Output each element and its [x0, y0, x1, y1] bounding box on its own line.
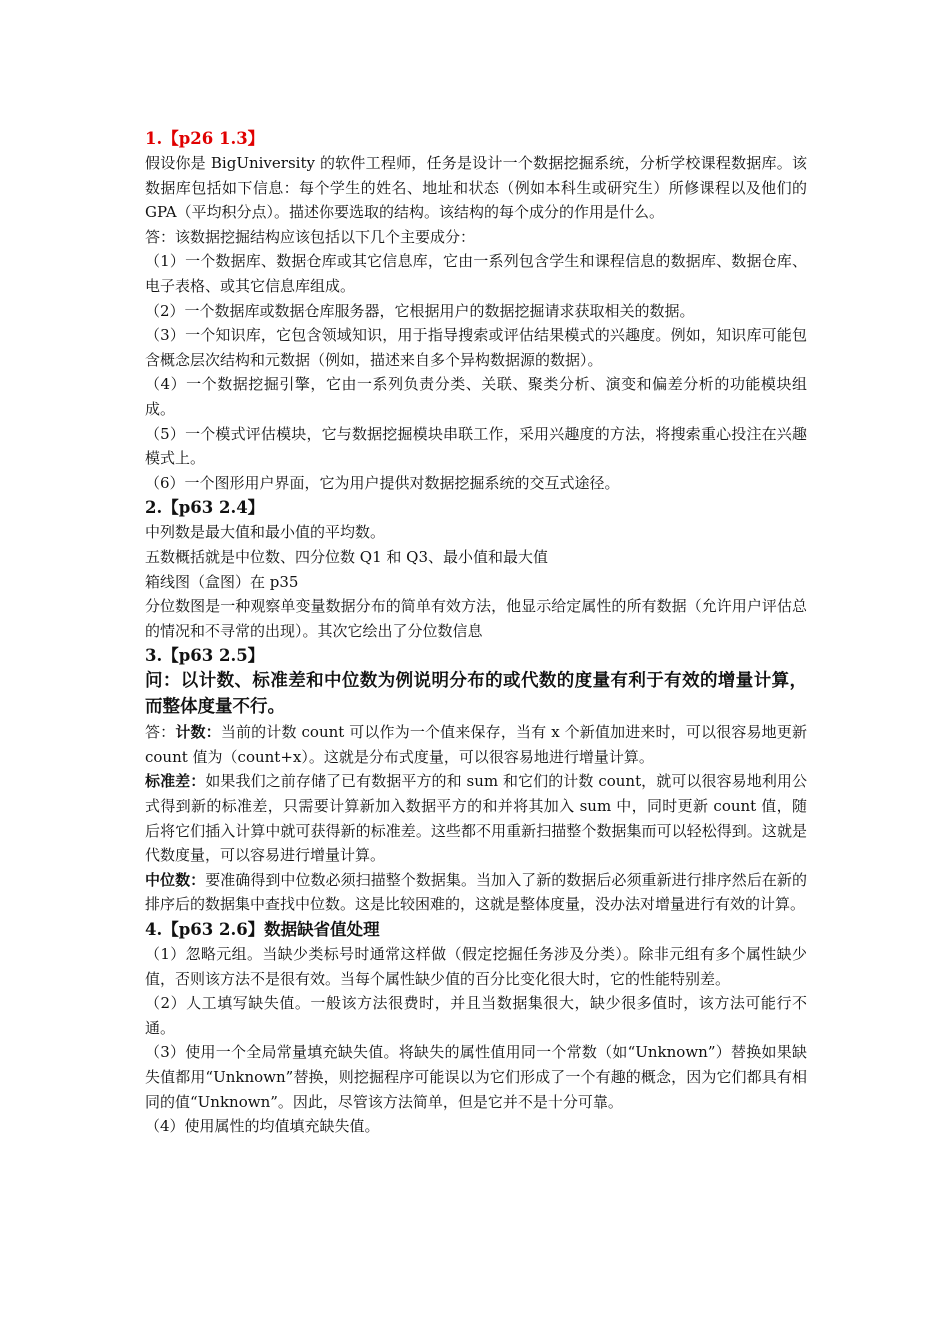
- section-4-item: （1）忽略元组。当缺少类标号时通常这样做（假定挖掘任务涉及分类）。除非元组有多个属性缺少值，否则该方法不是很有效。当每个属性缺少值的百分比变化很大时，它的性能特别差。: [145, 945, 807, 988]
- section-4-item: （4）使用属性的均值填充缺失值。: [145, 1117, 380, 1136]
- section-3-heading: 3.【p63 2.5】: [145, 646, 265, 666]
- section-3-question: 问：以计数、标准差和中位数为例说明分布的或代数的度量有利于有效的增量计算，而整体度量不行。: [145, 671, 807, 718]
- median-label: 中位数：: [145, 870, 206, 889]
- section-4-item: （3）使用一个全局常量填充缺失值。将缺失的属性值用同一个常数（如“Unknown”）替换如果缺失值都用“Unknown”替换，则挖掘程序可能误以为它们形成了一个有趣的概念，因为它们都具有相同的值“Unknown”。因此，尽管该方法简单，但是它并不是十分可靠。: [145, 1043, 807, 1111]
- section-2-line: 中列数是最大值和最小值的平均数。: [145, 523, 386, 542]
- section-3-count-paragraph: [145, 720, 807, 769]
- section-1-answer-intro: 答：该数据挖掘结构应该包括以下几个主要成分：: [145, 227, 476, 246]
- section-1-item: （4）一个数据挖掘引擎，它由一系列负责分类、关联、聚类分析、演变和偏差分析的功能模块组成。: [145, 375, 807, 418]
- section-1-item: （1）一个数据库、数据仓库或其它信息库，它由一系列包含学生和课程信息的数据库、数据仓库、电子表格、或其它信息库组成。: [145, 252, 807, 295]
- section-2-line: 箱线图（盒图）在 p35: [145, 572, 299, 591]
- section-1-question: 假设你是 BigUniversity 的软件工程师，任务是设计一个数据挖掘系统，分析学校课程数据库。该数据库包括如下信息：每个学生的姓名、地址和状态（例如本科生或研究生）所修课程以及他们的 GPA（平均积分点）。描述你要选取的结构。该结构的每个成分的作用是什么。: [145, 154, 807, 222]
- section-2-line: 分位数图是一种观察单变量数据分布的简单有效方法，他显示给定属性的所有数据（允许用户评估总的情况和不寻常的出现）。其次它绘出了分位数信息: [145, 597, 807, 640]
- std-text: 如果我们之前存储了已有数据平方的和 sum 和它们的计数 count，就可以很容易地利用公式得到新的标准差，只需要计算新加入数据平方的和并将其加入 sum 中，同时更新 count 值，随后将它们插入计算中就可获得新的标准差。这些都不用重新扫描整个数据集而可以轻松得到。这就是代数度量，可以容易进行增量计算。: [145, 772, 807, 865]
- section-2-heading: 2.【p63 2.4】: [145, 498, 265, 518]
- document-page: [145, 126, 807, 1139]
- std-label: 标准差：: [145, 772, 206, 791]
- count-text: 当前的计数 count 可以作为一个值来保存，当有 x 个新值加进来时，可以很容易地更新 count 值为（count+x）。这就是分布式度量，可以很容易地进行增量计算。: [145, 723, 807, 766]
- section-1-heading: 1.【p26 1.3】: [145, 129, 265, 148]
- section-1-item: （6）一个图形用户界面，它为用户提供对数据挖掘系统的交互式途径。: [145, 473, 620, 492]
- median-text: 要准确得到中位数必须扫描整个数据集。当加入了新的数据后必须重新进行排序然后在新的排序后的数据集中查找中位数。这是比较困难的，这就是整体度量，没办法对增量进行有效的计算。: [145, 870, 807, 914]
- section-4-item: （2）人工填写缺失值。一般该方法很费时，并且当数据集很大，缺少很多值时，该方法可能行不通。: [145, 994, 807, 1037]
- section-3-std-paragraph: [145, 769, 807, 867]
- section-3-median-paragraph: [145, 868, 807, 917]
- count-label: 计数：: [175, 723, 221, 742]
- answer-prefix: 答：: [145, 723, 176, 742]
- section-1-item: （5）一个模式评估模块，它与数据挖掘模块串联工作，采用兴趣度的方法，将搜索重心投注在兴趣模式上。: [145, 424, 807, 468]
- section-1-item: （3）一个知识库，它包含领域知识，用于指导搜索或评估结果模式的兴趣度。例如，知识库可能包含概念层次结构和元数据（例如，描述来自多个异构数据源的数据）。: [145, 326, 807, 369]
- section-1-item: （2）一个数据库或数据仓库服务器，它根据用户的数据挖掘请求获取相关的数据。: [145, 301, 695, 320]
- section-4-heading: 4.【p63 2.6】数据缺省值处理: [145, 920, 380, 940]
- section-2-line: 五数概括就是中位数、四分位数 Q1 和 Q3、最小值和最大值: [145, 547, 548, 566]
